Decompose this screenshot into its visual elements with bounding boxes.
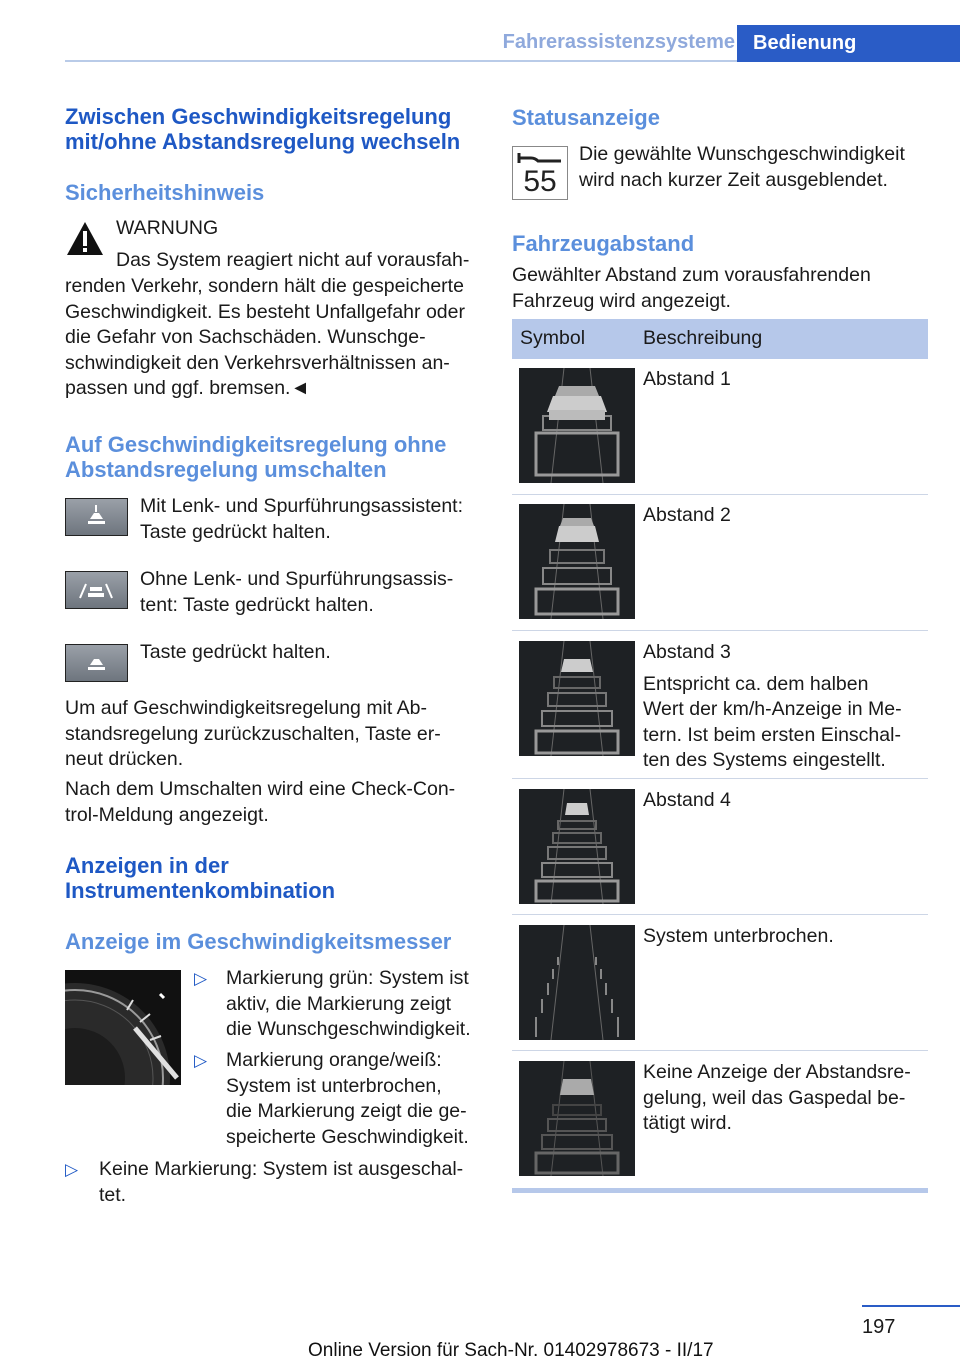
- row-4-text: Abstand 4: [643, 789, 731, 811]
- row-2-text: Abstand 2: [643, 504, 731, 526]
- row-1-text: Abstand 1: [643, 368, 731, 390]
- header-tab: Bedienung: [737, 25, 960, 62]
- display-heading: Anzeigen in der Instrumentenkombination: [65, 853, 336, 903]
- footer-text: Online Version für Sach-Nr. 01402978673 - II/17: [308, 1340, 714, 1361]
- speedometer-image: [65, 970, 181, 1085]
- row-divider-3: [512, 778, 928, 779]
- row-6-text: Keine Anzeige der Abstandsre- gelung, weil das Gaspedal be- tätigt wird.: [643, 1061, 911, 1134]
- col-symbol-header: Symbol: [520, 327, 586, 349]
- row-divider-4: [512, 914, 928, 915]
- row-3-text: Abstand 3 Entspricht ca. dem halben Wert der km/h-Anzeige in Me- tern. Ist beim ersten Einschal- ten des Systems eingestellt.: [643, 641, 902, 771]
- distance-key-icon: [65, 644, 128, 682]
- heading-switch-mode: Zwischen Geschwindigkeitsregelung mit/ohne Abstandsregelung wechseln: [65, 104, 461, 154]
- key2-text: Ohne Lenk- und Spurführungsassis- tent: Taste gedrückt halten.: [140, 568, 454, 616]
- page-number: 197: [862, 1316, 896, 1338]
- speedo-heading: Anzeige im Geschwindigkeitsmesser: [65, 929, 452, 954]
- warning-triangle-icon: [65, 220, 105, 258]
- row-divider-2: [512, 630, 928, 631]
- distance-3-icon: [519, 641, 635, 756]
- row-divider-1: [512, 494, 928, 495]
- warning-line-1: Das System reagiert nicht auf vorausfah-: [116, 249, 470, 271]
- distance-4-icon: [519, 789, 635, 904]
- table-bottom-rule: [512, 1188, 928, 1193]
- no-distance-display-icon: [519, 1061, 635, 1176]
- distance-heading: Fahrzeugabstand: [512, 231, 695, 256]
- para-switch-back: Um auf Geschwindigkeitsregelung mit Ab- standsregelung zurückzuschalten, Taste er- neut drücken.: [65, 697, 441, 770]
- para-check-control: Nach dem Umschalten wird eine Check-Con- trol-Meldung angezeigt.: [65, 778, 456, 826]
- bullet-marker-3: ▷: [65, 1160, 79, 1179]
- bullet-marker-1: ▷: [194, 969, 208, 988]
- key3-text: Taste gedrückt halten.: [140, 641, 331, 663]
- row-divider-5: [512, 1050, 928, 1051]
- bullet-text-2: Markierung orange/weiß: System ist unterbrochen, die Markierung zeigt die ge- speicherte Geschwindigkeit.: [226, 1049, 469, 1148]
- bullet-text-1: Markierung grün: System ist aktiv, die Markierung zeigt die Wunschgeschwindigkeit.: [226, 967, 471, 1040]
- distance-text: Gewählter Abstand zum vorausfahrenden Fahrzeug wird angezeigt.: [512, 264, 871, 312]
- distance-2-icon: [519, 504, 635, 619]
- safety-heading: Sicherheitshinweis: [65, 180, 265, 205]
- status-speed-icon: [512, 146, 568, 200]
- header-rule: [65, 60, 737, 62]
- warning-body: renden Verkehr, sondern hält die gespeicherte Geschwindigkeit. Es besteht Unfallgefahr oder die Gefahr von Sachschäden. Wunschge- schwindigkeit den Verkehrsverhältnissen an- passen und ggf. bremsen.◄: [65, 275, 465, 399]
- cruise-lane-key-icon: [65, 571, 128, 609]
- footer-rule: [862, 1305, 960, 1307]
- distance-1-icon: [519, 368, 635, 483]
- bullet-marker-2: ▷: [194, 1051, 208, 1070]
- row-5-text: System unterbrochen.: [643, 925, 834, 947]
- bullet-text-3: Keine Markierung: System ist ausgeschal- tet.: [99, 1158, 464, 1206]
- lane-assist-key-icon: [65, 498, 128, 536]
- warning-label: WARNUNG: [116, 217, 219, 239]
- header-section: Fahrerassistenzsysteme: [502, 31, 735, 53]
- status-text: Die gewählte Wunschgeschwindigkeit wird nach kurzer Zeit ausgeblendet.: [579, 143, 905, 191]
- col-description-header: Beschreibung: [643, 327, 763, 349]
- key1-text: Mit Lenk- und Spurführungsassistent: Taste gedrückt halten.: [140, 495, 464, 543]
- switch-heading: Auf Geschwindigkeitsregelung ohne Abstandsregelung umschalten: [65, 432, 447, 482]
- system-interrupted-icon: [519, 925, 635, 1040]
- status-speed-number: 55: [523, 165, 557, 198]
- status-heading: Statusanzeige: [512, 105, 660, 130]
